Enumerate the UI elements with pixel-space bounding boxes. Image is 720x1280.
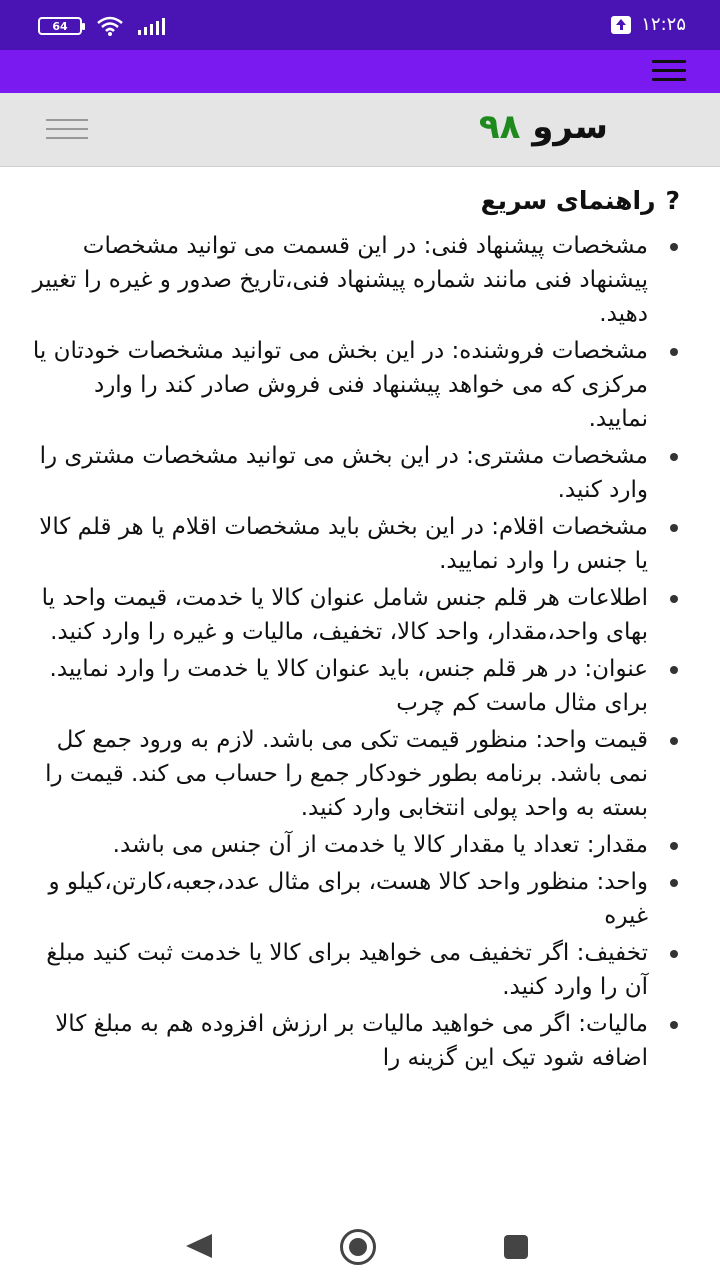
list-item: مشخصات فروشنده: در این بخش می توانید مشخصات خودتان یا مرکزی که می خواهد پیشنهاد فنی فروش صادر کند را وارد نمایید. xyxy=(30,334,648,436)
site-logo[interactable] xyxy=(479,107,608,147)
system-nav-bar xyxy=(0,1212,720,1280)
list-item: عنوان: در هر قلم جنس، باید عنوان کالا یا خدمت را وارد نمایید. برای مثال ماست کم چرب xyxy=(30,652,648,720)
list-item: قیمت واحد: منظور قیمت تکی می باشد. لازم به ورود جمع کل نمی باشد. برنامه بطور خودکار جمع را حساب می کند. قیمت را بسته به واحد پولی انتخابی وارد کنید. xyxy=(30,723,648,825)
signal-icon xyxy=(138,17,165,35)
back-icon[interactable] xyxy=(186,1234,212,1258)
wifi-icon xyxy=(96,15,124,37)
guide-heading xyxy=(30,177,680,223)
home-icon[interactable] xyxy=(340,1229,376,1265)
guide-list xyxy=(30,229,720,1075)
logo-number: ۹۸ xyxy=(478,107,521,147)
recent-apps-icon[interactable] xyxy=(504,1235,528,1259)
site-header xyxy=(0,93,720,167)
list-item: مشخصات مشتری: در این بخش می توانید مشخصات مشتری را وارد کنید. xyxy=(30,439,648,507)
list-item: مشخصات اقلام: در این بخش باید مشخصات اقلام یا هر قلم کالا یا جنس را وارد نمایید. xyxy=(30,510,648,578)
list-item: مشخصات پیشنهاد فنی: در این قسمت می توانید مشخصات پیشنهاد فنی مانند شماره پیشنهاد فنی،تاریخ صدور و غیره را تغییر دهید. xyxy=(30,229,648,331)
list-item: واحد: منظور واحد کالا هست، برای مثال عدد،جعبه،کارتن،کیلو و غیره xyxy=(30,865,648,933)
hamburger-menu-icon[interactable] xyxy=(46,119,88,139)
logo-word: سرو xyxy=(532,107,608,147)
battery-level: 64 xyxy=(52,19,68,33)
menu-icon[interactable] xyxy=(652,60,686,82)
guide-title: راهنمای سریع xyxy=(480,185,656,215)
list-item: مقدار: تعداد یا مقدار کالا یا خدمت از آن جنس می باشد. xyxy=(30,828,648,862)
app-toolbar xyxy=(0,50,720,93)
guide-content xyxy=(0,167,720,1212)
list-item: اطلاعات هر قلم جنس شامل عنوان کالا یا خدمت، قیمت واحد یا بهای واحد،مقدار، واحد کالا، تخفیف، مالیات و غیره را وارد کنید. xyxy=(30,581,648,649)
battery-icon xyxy=(38,17,82,35)
status-icons-left xyxy=(38,14,165,38)
list-item: تخفیف: اگر تخفیف می خواهید برای کالا یا خدمت ثبت کنید مبلغ آن را وارد کنید. xyxy=(30,936,648,1004)
list-item: مالیات: اگر می خواهید مالیات بر ارزش افزوده هم به مبلغ کالا اضافه شود تیک این گزینه را xyxy=(30,1007,648,1075)
upload-icon xyxy=(611,16,631,34)
clock: ۱۲:۲۵ xyxy=(641,14,686,35)
status-bar xyxy=(0,0,720,50)
status-icons-right xyxy=(611,14,686,35)
question-icon: ? xyxy=(665,185,680,215)
